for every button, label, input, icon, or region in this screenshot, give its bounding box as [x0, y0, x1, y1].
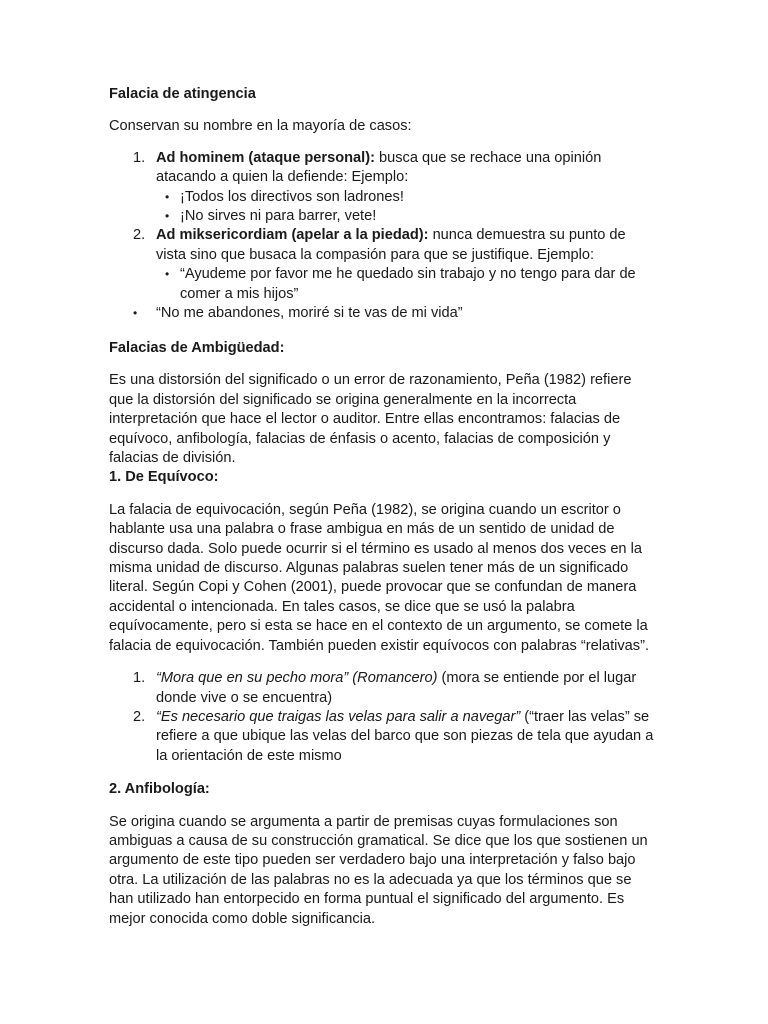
bullet-icon: •: [165, 189, 170, 204]
list-item: [109, 708, 659, 766]
list-number: 1.: [133, 670, 146, 687]
term-label: Ad hominem (ataque personal):: [156, 149, 375, 166]
quote-italic: “Es necesario que traigas las velas para salir a navegar”: [156, 708, 521, 725]
list-item-ad-misericordiam: [109, 226, 659, 265]
body-paragraph-equivoco: La falacia de equivocación, según Peña (1982), se origina cuando un escritor o hablante usa una palabra o frase ambigua en más de un sentido de unidad de discurso dada. Solo puede ocurrir si el término es usado al menos dos veces en la misma unidad de discurso. Algunas palabras suelen tener más de un significado literal. Según Copi y Cohen (2001), puede provocar que se confundan de manera accidental o intencionada. En tales casos, se dice que se usó la palabra equívocamente, pero si esta se hace en el contexto de un argumento, se comete la falacia de equivocación. También pueden existir equívocos con palabras “relativas”.: [109, 501, 650, 654]
intro-paragraph: Conservan su nombre en la mayoría de casos:: [109, 118, 412, 135]
list-number: 1.: [133, 149, 146, 166]
extra-example-list: [109, 304, 659, 323]
term-label: Ad miksericordiam (apelar a la piedad):: [156, 227, 429, 244]
term-description: nunca demuestra su punto de vista sino que busaca la compasión para que se justifique. Ejemplo:: [156, 227, 626, 263]
fallacy-list-continued: [109, 226, 659, 265]
list-item: [109, 265, 659, 304]
heading-anfibologia: 2. Anfibología:: [109, 781, 210, 798]
heading-equivoco: 1. De Equívoco:: [109, 469, 219, 486]
example-list-misericordiam: [109, 265, 659, 304]
body-paragraph: Es una distorsión del significado o un error de razonamiento, Peña (1982) refiere que la distorsión del significado se origina generalmente en la incorrecta interpretación que hace el lector o auditor. Entre ellas encontramos: falacias de equívoco, anfibología, falacias de énfasis o acento, falacias de composición y falacias de división.: [109, 372, 632, 467]
quote-explanation: (mora se entiende por el lugar donde vive o se encuentra): [156, 670, 637, 706]
list-number: 2.: [133, 708, 146, 725]
section-atingencia: [109, 85, 659, 323]
section-ambiguedad: [109, 339, 659, 929]
example-list-hominem: [109, 188, 659, 227]
list-item-ad-hominem: [109, 149, 659, 188]
body-paragraph-anfibologia: Se origina cuando se argumenta a partir de premisas cuyas formulaciones son ambiguas a causa de su construcción gramatical. Se dice que los que sostienen un argumento de este tipo pueden ser verdadero bajo una interpretación y falso bajo otra. La utilización de las palabras no es la adecuada ya que los términos que se han utilizado han entorpecido en forma puntual el significado del argumento. Es mejor conocida como doble significancia.: [109, 813, 648, 927]
example-text: “No me abandones, moriré si te vas de mi vida”: [156, 305, 463, 322]
heading-ambiguedad: Falacias de Ambigüedad:: [109, 340, 285, 356]
equivoco-example-list: [109, 669, 659, 766]
bullet-icon: •: [133, 306, 138, 321]
list-item: [109, 188, 659, 207]
bullet-icon: •: [165, 267, 170, 282]
list-item: [109, 669, 659, 708]
example-text: ¡Todos los directivos son ladrones!: [180, 188, 404, 205]
heading-atingencia: Falacia de atingencia: [109, 86, 256, 102]
bullet-icon: •: [165, 209, 170, 224]
fallacy-list: [109, 149, 659, 188]
list-number: 2.: [133, 227, 146, 244]
list-item: [109, 304, 659, 323]
example-text: “Ayudeme por favor me he quedado sin trabajo y no tengo para dar de comer a mis hijos”: [180, 266, 636, 302]
quote-italic: “Mora que en su pecho mora” (Romancero): [156, 670, 438, 687]
example-text: ¡No sirves ni para barrer, vete!: [180, 208, 377, 225]
list-item: [109, 207, 659, 226]
quote-explanation: (“traer las velas” se refiere a que ubique las velas del barco que son piezas de tela que ayudan a la orientación de este mismo: [156, 708, 654, 764]
term-description: busca que se rechace una opinión atacando a quien la defiende: Ejemplo:: [156, 149, 602, 186]
